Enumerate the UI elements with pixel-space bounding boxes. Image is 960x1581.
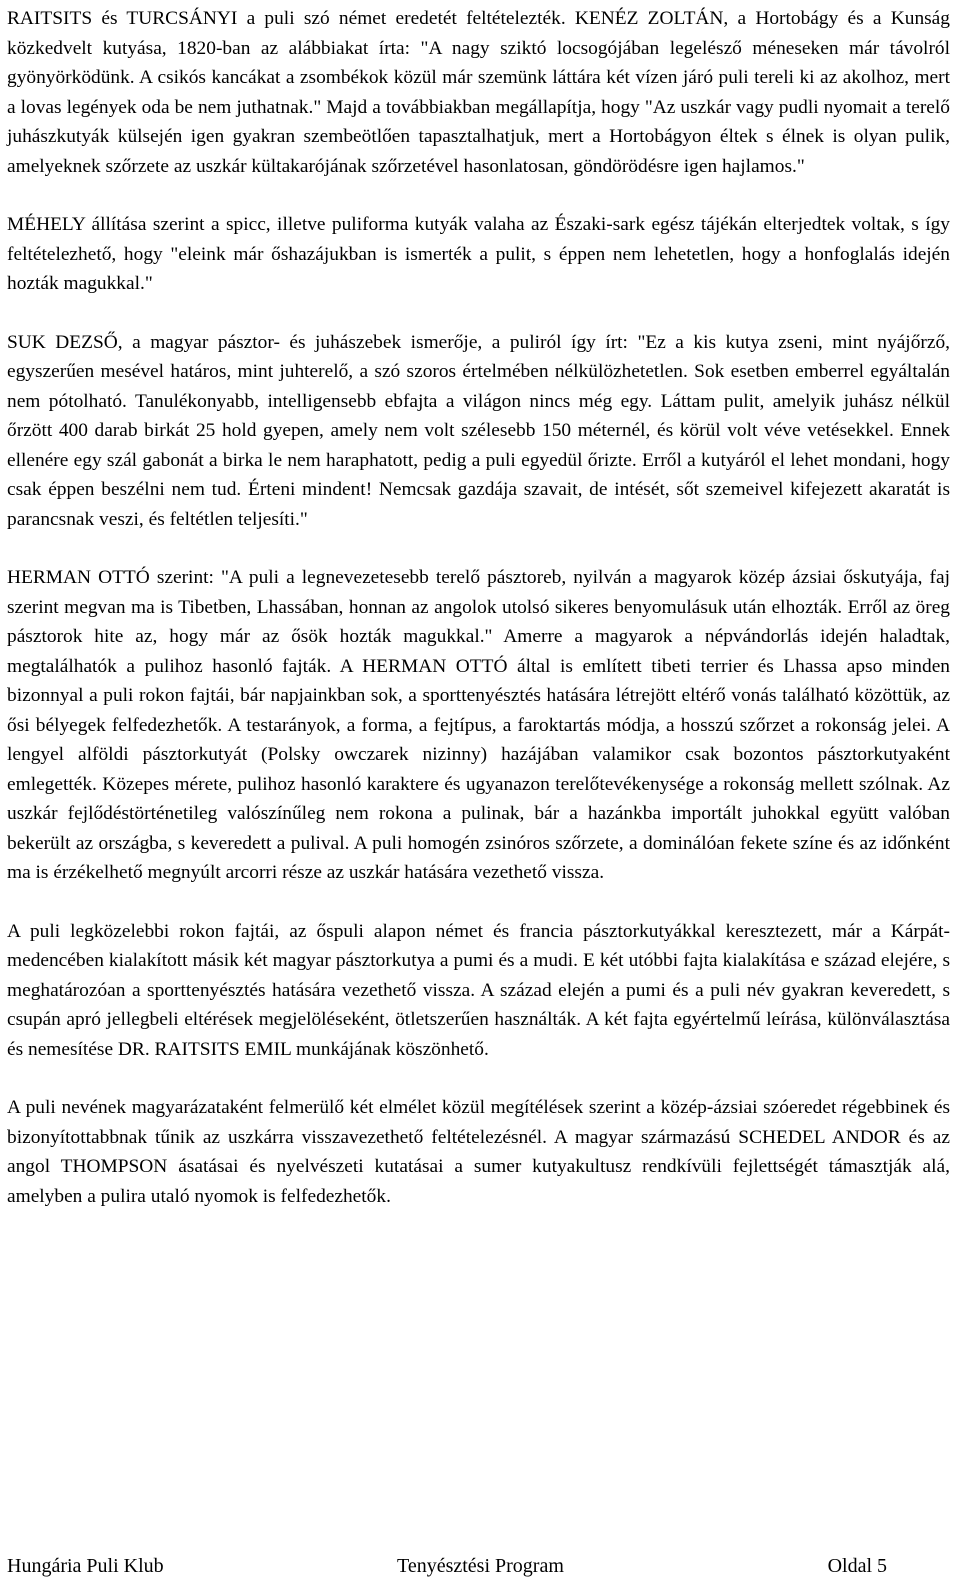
- paragraph-mehely: MÉHELY állítása szerint a spicc, illetve puliforma kutyák valaha az Északi-sark egész tájékán elterjedtek voltak, s így feltételezhető, hogy "eleink már őshazájukban is ismerték a pulit, s éppen nem lehetetlen, hogy a honfoglalás idején hozták magukkal.": [7, 214, 950, 294]
- paragraph-related-breeds: A puli legközelebbi rokon fajtái, az őspuli alapon német és francia pásztorkutyákkal keresztezett, már a Kárpát-medencében kialakított másik két magyar pásztorkutya a pumi és a mudi. E két utóbbi fajta kialakítása e század elejére, s meghatározóan a sporttenyésztés hatására vezethető vissza. A század elején a pumi és a puli név gyakran keveredett, s csupán apró jellegbeli eltérések megjelöléseként, ötletszerűen használták. A két fajta egyértelmű leírása, különválasztása és nemesítése DR. RAITSITS EMIL munkájának köszönhető.: [7, 920, 950, 1060]
- paragraph-name-origin: A puli nevének magyarázataként felmerülő két elmélet közül megítélések szerint a közép-ázsiai szóeredet régebbinek és bizonyítottabbnak tűnik az uszkárra visszavezethető feltételezésnél. A magyar származású SCHEDEL ANDOR és az angol THOMPSON ásatásai és nyelvészeti kutatásai a sumer kutyakultusz rendkívüli fejlettségét támasztják alá, amelyben a pulira utaló nyomok is felfedezhetők.: [7, 1097, 950, 1207]
- page-footer: [7, 1552, 887, 1581]
- footer-club-name: Hungária Puli Klub: [7, 1555, 164, 1577]
- paragraph-suk-dezso: SUK DEZSŐ, a magyar pásztor- és juhászebek ismerője, a puliról így írt: "Ez a kis kutya zseni, mint nyájőrző, egyszerűen mesével határos, mint juhterelő, a szó szoros értelmében nélkülözhetetlen. Sok esetben emberrel egyáltalán nem pótolható. Tanulékonyabb, intelligensebb ebfajta a világon nincs még egy. Láttam pulit, amelyik juhász nélkül őrzött 400 darab birkát 25 hold gyepen, amely nem volt szélesebb 150 méternél, és körül volt véve vetésekkel. Ennek ellenére egy szál gabonát a birka le nem haraphatott, pedig a puli egyedül őrizte. Erről a kutyáról el lehet mondani, hogy csak éppen beszélni nem tud. Érteni mindent! Nemcsak gazdája szavait, de intését, sőt szemeivel kifejezett akaratát is parancsnak veszi, és feltétlen teljesíti.": [7, 331, 950, 530]
- footer-page-number: Oldal 5: [827, 1555, 887, 1577]
- document-body: [7, 4, 950, 1240]
- paragraph-kenez-zoltan: RAITSITS és TURCSÁNYI a puli szó német eredetét feltételezték. KENÉZ ZOLTÁN, a Hortobágy és a Kunság közkedvelt kutyása, 1820-ban az alábbiakat írta: "A nagy sziktó locsogójában legelésző méneseken már távolról gyönyörködünk. A csikós kancákat a zsombékok közül már szemünk láttára két vízen járó puli tereli ki az akolhoz, mert a lovas legények oda be nem juthatnak." Majd a továbbiakban megállapítja, hogy "Az uszkár vagy pudli nyomait a terelő juhászkutyák külsején igen gyakran szembeötlően tapasztalhatjuk, mert a Hortobágyon éltek s élnek is olyan pulik, amelyeknek szőrzete az uszkár kültakarójának szőrzetével hasonlatosan, göndörödésre igen hajlamos.": [7, 8, 950, 177]
- footer-program-title: Tenyésztési Program: [397, 1555, 564, 1577]
- paragraph-herman-otto: HERMAN OTTÓ szerint: "A puli a legnevezetesebb terelő pásztoreb, nyilván a magyarok közép ázsiai őskutyája, faj szerint megvan ma is Tibetben, Lhassában, honnan az angolok utolsó sikeres benyomulásuk után elhozták. Erről az öreg pásztorok hite az, hogy már az ősök hozták magukkal." Amerre a magyarok a népvándorlás idején haladtak, megtalálhatók a pulihoz hasonló fajták. A HERMAN OTTÓ által is említett tibeti terrier és Lhassa apso minden bizonnyal a puli rokon fajtái, bár napjainkban sok, a sporttenyésztés hatására létrejött eltérő vonás található közöttük, az ősi bélyegek felfedezhetők. A testarányok, a forma, a fejtípus, a faroktartás módja, a hosszú szőrzet a rokonság jelei. A lengyel alföldi pásztorkutyát (Polsky owczarek nizinny) hazájában valamikor csak bozontos pásztorkutyaként emlegették. Közepes mérete, pulihoz hasonló karaktere és ugyanazon terelőtevékenysége a rokonság mellett szólnak. Az uszkár fejlődéstörténetileg valószínűleg nem rokona a pulinak, bár a hazánkba importált juhokkal együtt valóban bekerült az országba, s keveredett a pulival. A puli homogén zsinóros szőrzete, a dominálóan fekete színe és az időnként ma is érzékelhető megnyúlt arcorri része az uszkár hatására vezethető vissza.: [7, 567, 950, 883]
